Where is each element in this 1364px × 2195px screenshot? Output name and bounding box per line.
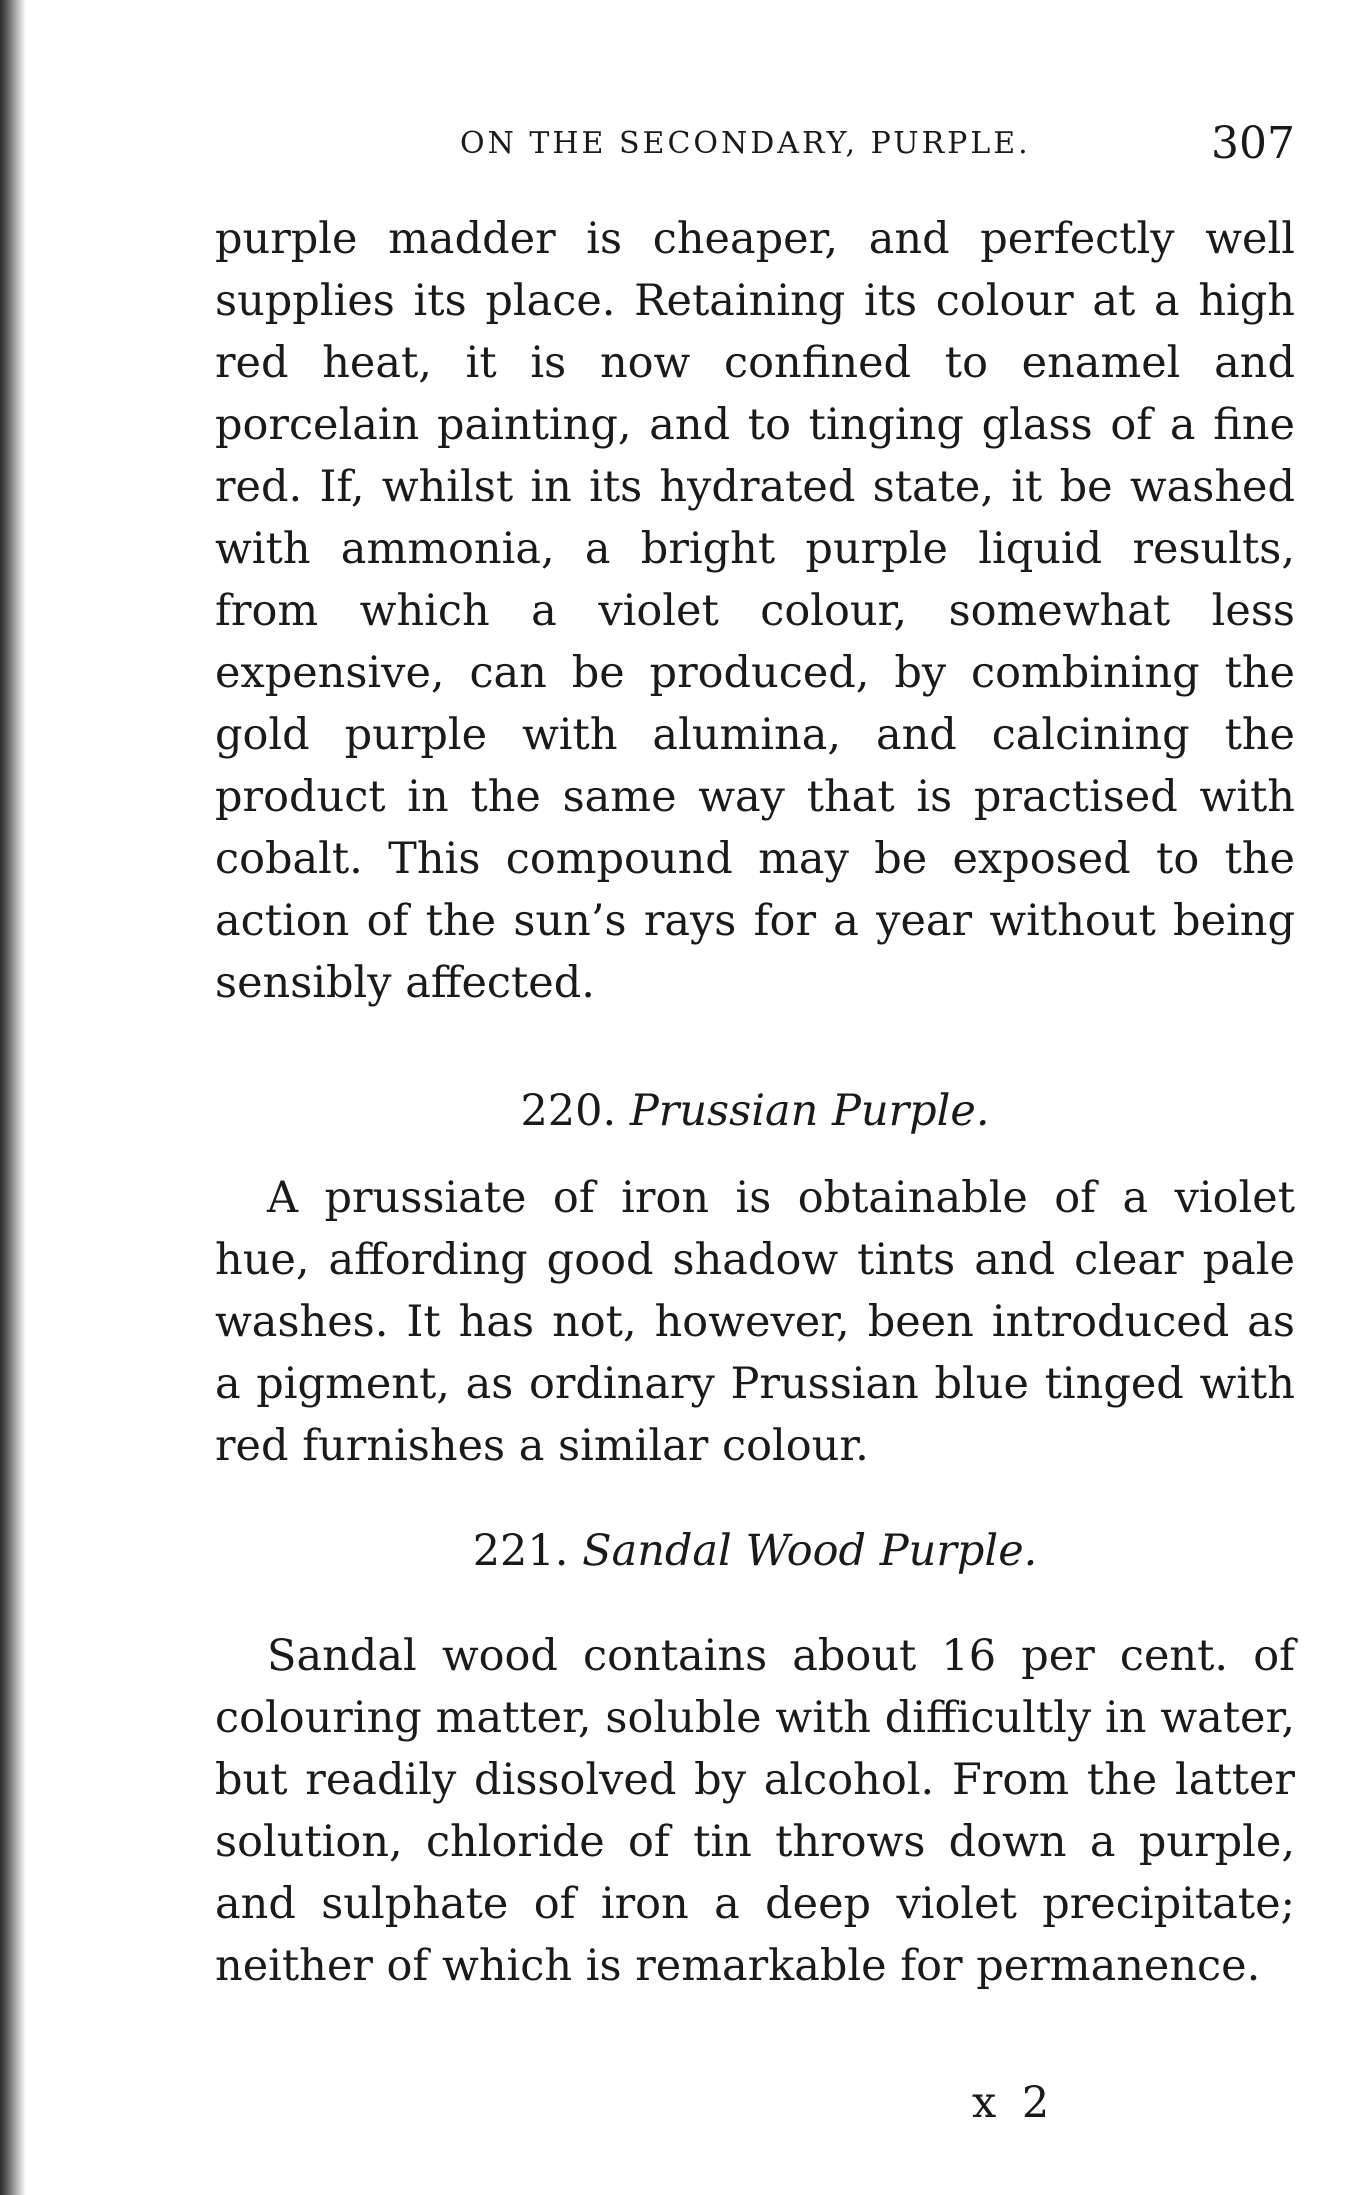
section-title: Prussian Purple.	[629, 1086, 990, 1136]
running-title: ON THE SECONDARY, PURPLE.	[460, 126, 1031, 161]
page-number: 307	[1211, 118, 1295, 169]
page-gutter-shadow	[0, 0, 26, 2195]
paragraph-sandal-wood-purple: Sandal wood contains about 16 per cent. of colouring matter, soluble with difficultly in water, but readily dissolved by alcohol. From the latter solution, chloride of tin throws down a purple, and sulphate of iron a deep violet precipitate; neither of which is remarkable for permanence.	[215, 1631, 1295, 1991]
section-number: 220.	[520, 1086, 617, 1136]
signature-mark: x 2	[972, 2078, 1056, 2128]
section-number: 221.	[472, 1526, 569, 1576]
section-heading-220	[215, 1080, 1295, 1142]
section-title: Sandal Wood Purple.	[582, 1526, 1038, 1576]
paragraph-continued: purple madder is cheaper, and perfectly well supplies its place. Retaining its colour at a high red heat, it is now confined to enamel and porcelain painting, and to tinging glass of a fine red. If, whilst in its hydrated state, it be washed with ammonia, a bright purple liquid results, from which a violet colour, somewhat less expensive, can be produced, by combining the gold purple with alumina, and calcining the product in the same way that is practised with cobalt. This compound may be exposed to the action of the sun’s rays for a year without being sensibly affected.	[215, 214, 1295, 1008]
section-heading-221	[215, 1520, 1295, 1582]
paragraph-prussian-purple: A prussiate of iron is obtainable of a violet hue, affording good shadow tints and clear pale washes. It has not, however, been introduced as a pigment, as ordinary Prussian blue tinged with red furnishes a similar colour.	[215, 1173, 1295, 1471]
running-head	[215, 118, 1295, 168]
